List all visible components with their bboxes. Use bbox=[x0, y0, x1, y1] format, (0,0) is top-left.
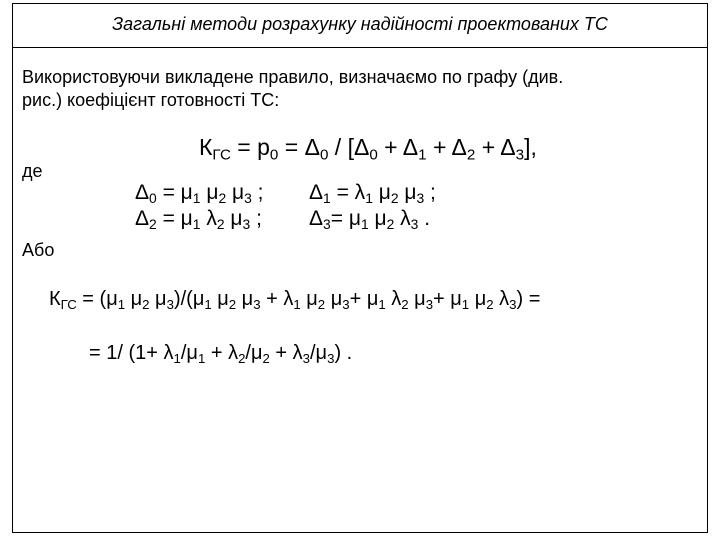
intro-line-2: рис.) коефіцієнт готовності ТС: bbox=[22, 90, 280, 110]
slide-frame bbox=[12, 3, 708, 533]
formula-simplified: = 1/ $(1+ \lambda_1/\mu_1 + \lambda_2/\mu_2 + \lambda_3/\mu_3)$ . bbox=[89, 342, 353, 366]
delta3-definition: $\Delta_3= \mu_1$ $\mu_2$ $\lambda_3$ . bbox=[309, 207, 431, 233]
title-bar bbox=[13, 4, 707, 48]
delta0-definition: $\Delta_0 = \mu_1$ $\mu_2$ $\mu_3$ ; bbox=[135, 181, 264, 207]
de-label: де bbox=[22, 161, 43, 181]
slide-title: Загальні методи розрахунку надійності проектованих ТС bbox=[112, 14, 608, 34]
formula-full-expansion: $К_{ГС} = (\mu_1$ $\mu_2$ $\mu_3)/(\mu_1$ $\mu_2$ $\mu_3 + \lambda_1$ $\mu_2$ $\mu_3+ \mu_1$ $\lambda_2$ $\mu_3+ \mu_1$ $\mu_2$ $\lambda_3$) = bbox=[49, 288, 541, 312]
delta2-definition: $\Delta_2 = \mu_1$ $\lambda_2$ $\mu_3$ ; bbox=[135, 207, 262, 233]
delta1-definition: $\Delta_1 = \lambda_1$ $\mu_2$ $\mu_3$ ; bbox=[309, 181, 436, 207]
intro-line-1: Використовуючи викладене правило, визначаємо по графу (див. bbox=[22, 67, 564, 87]
formula-readiness-coefficient: $К_{ГС} = p_0 = \Delta_0 / [\Delta_0 + \Delta_1 + \Delta_2 + \Delta_3]$, bbox=[199, 134, 537, 164]
abo-label: Або bbox=[22, 240, 55, 260]
